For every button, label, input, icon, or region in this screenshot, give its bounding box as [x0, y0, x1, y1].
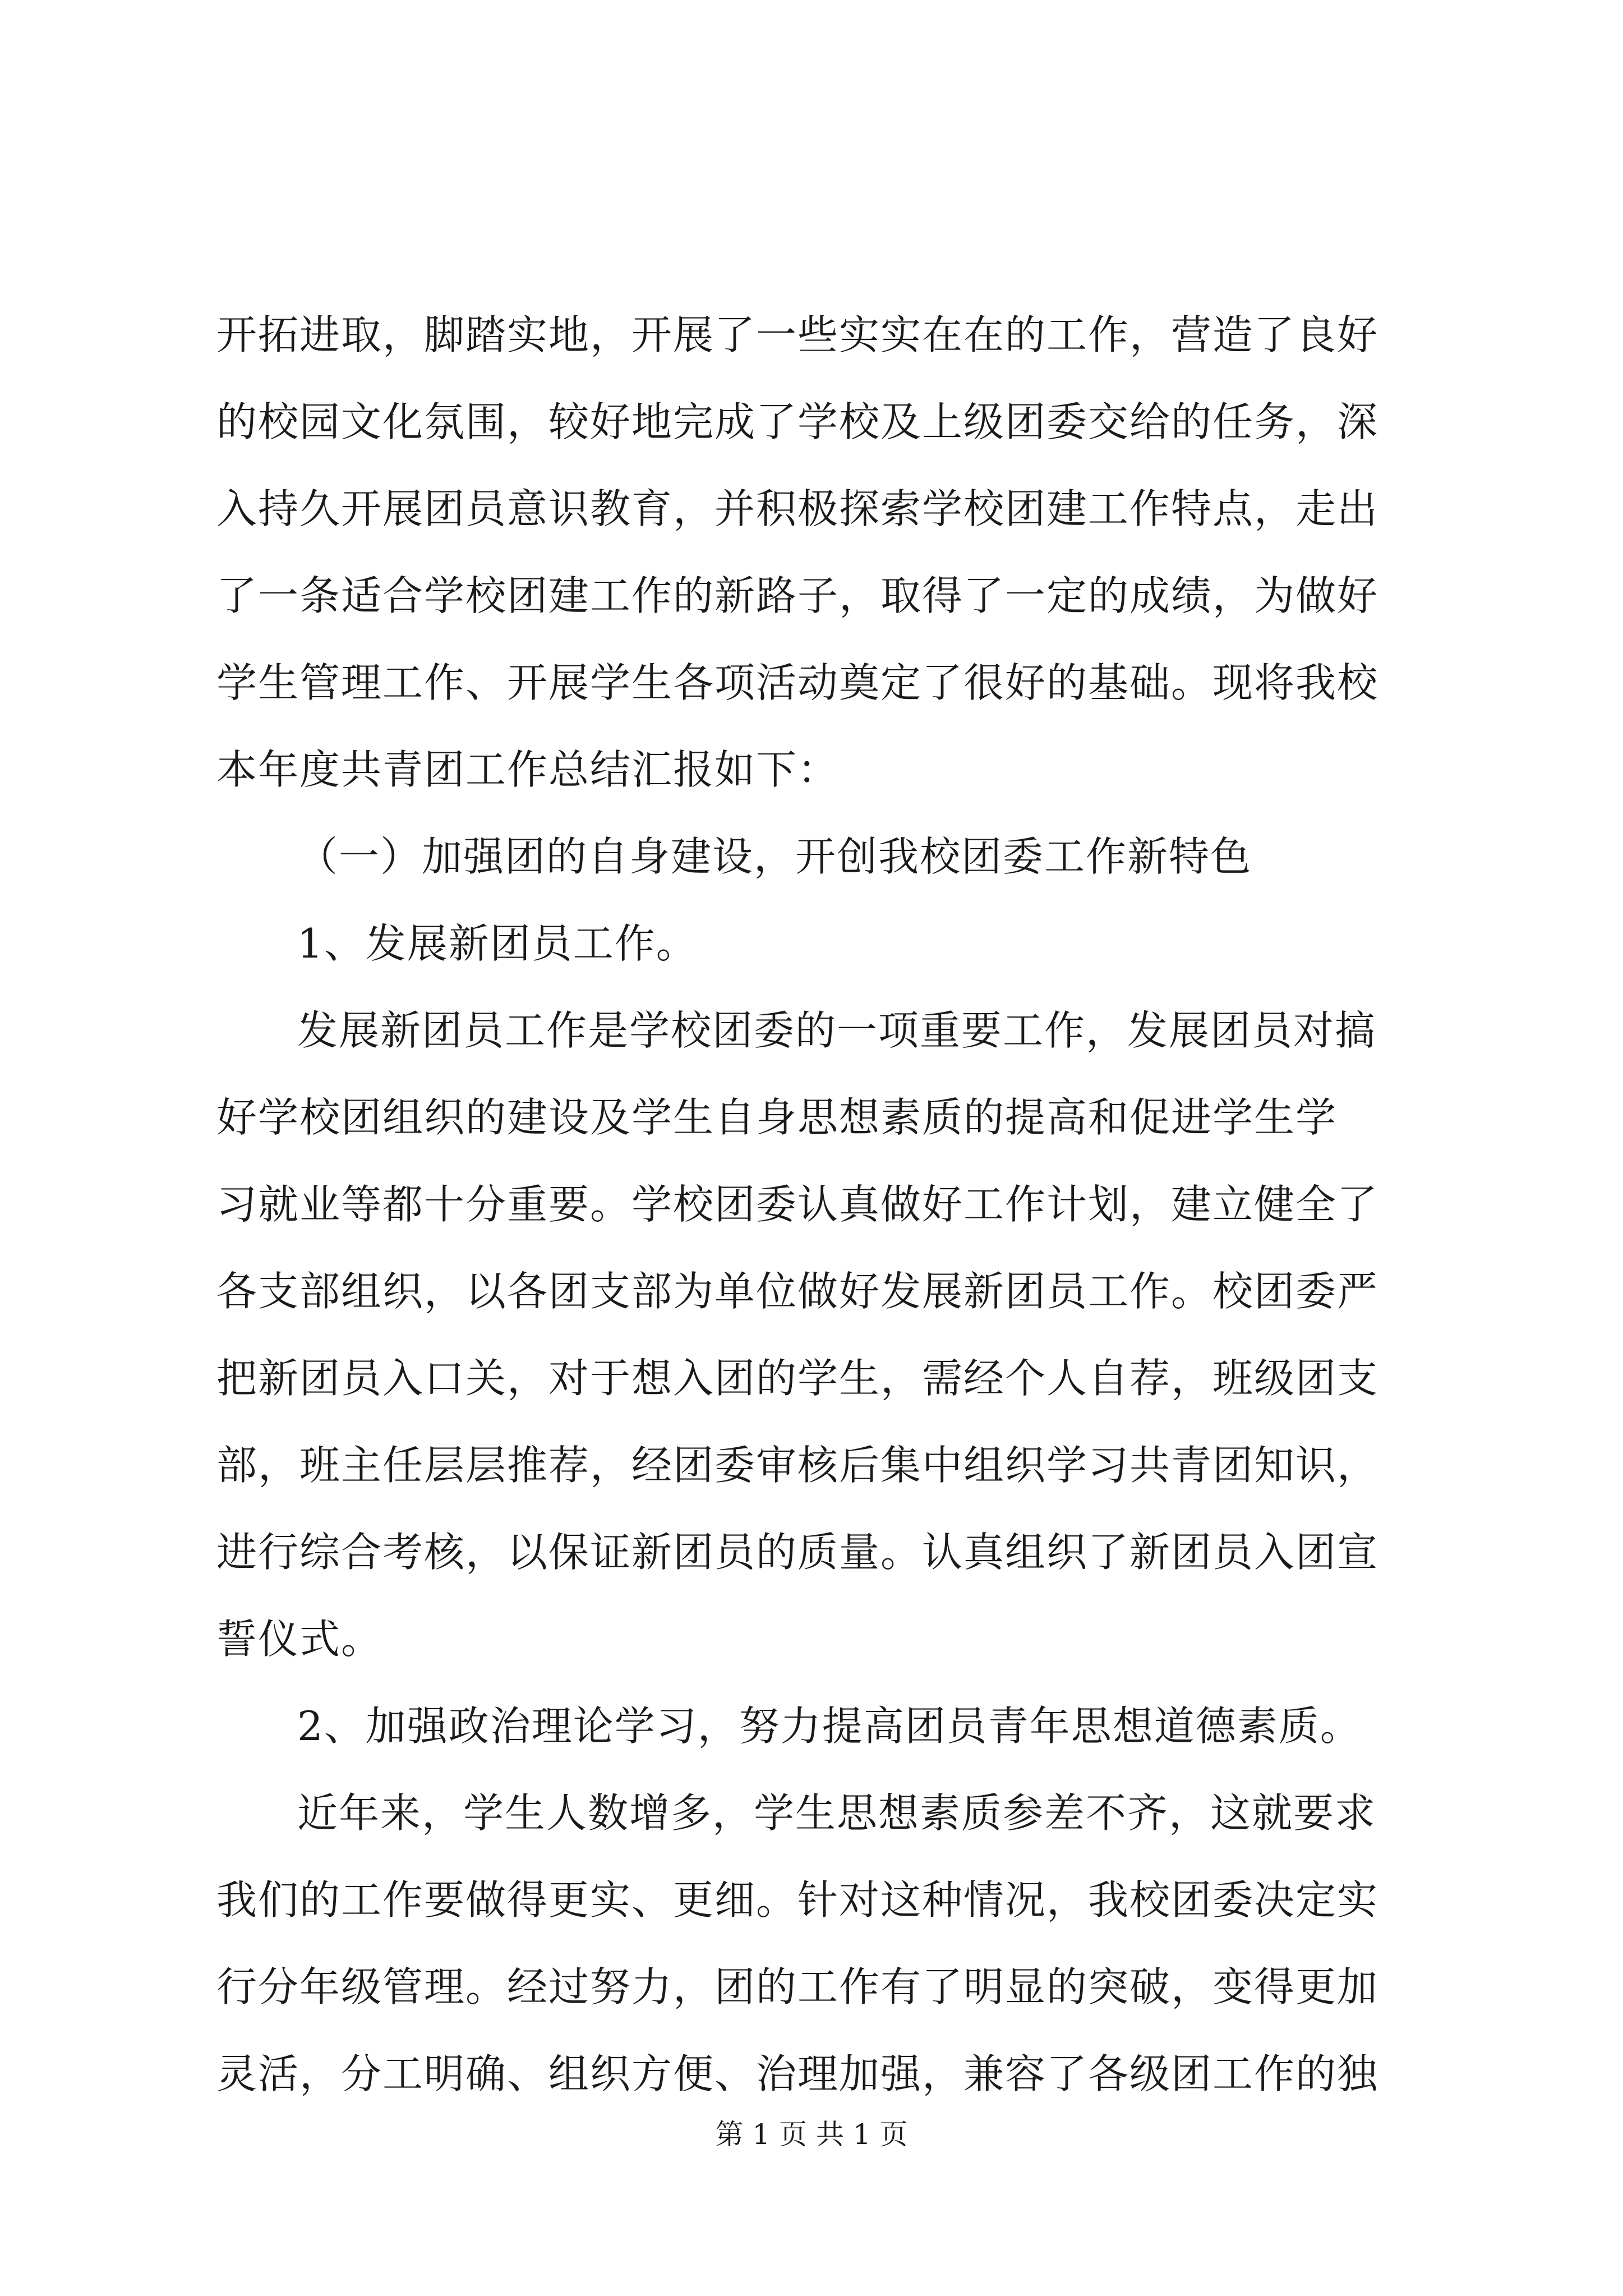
text-line: 了一条适合学校团建工作的新路子，取得了一定的成绩，为做好	[216, 572, 1379, 619]
text-line: 誓仪式。	[216, 1616, 383, 1663]
paragraph-first-line: 近年来，学生人数增多，学生思想素质参差不齐，这就要求	[297, 1789, 1377, 1837]
text-line: 灵活，分工明确、组织方便、治理加强，兼容了各级团工作的独	[216, 2050, 1379, 2097]
document-body	[216, 292, 1417, 2118]
page-footer: 第 1 页 共 1 页	[715, 2118, 908, 2151]
text-line: 学生管理工作、开展学生各项活动奠定了很好的基础。现将我校	[216, 659, 1379, 706]
text-line: 我们的工作要做得更实、更细。针对这种情况，我校团委决定实	[216, 1876, 1379, 1924]
text-line: 行分年级管理。经过努力，团的工作有了明显的突破，变得更加	[216, 1963, 1379, 2010]
subsection-heading: 2、加强政治理论学习，努力提高团员青年思想道德素质。	[297, 1703, 1362, 1750]
text-line: 入持久开展团员意识教育，并积极探索学校团建工作特点，走出	[216, 485, 1379, 532]
text-line: 开拓进取，脚踏实地，开展了一些实实在在的工作，营造了良好	[216, 311, 1379, 358]
section-heading: （一）加强团的自身建设，开创我校团委工作新特色	[297, 833, 1252, 880]
text-line: 好学校团组织的建设及学生自身思想素质的提高和促进学生学	[216, 1094, 1338, 1141]
text-line: 进行综合考核，以保证新团员的质量。认真组织了新团员入团宣	[216, 1529, 1379, 1576]
text-line: 各支部组织，以各团支部为单位做好发展新团员工作。校团委严	[216, 1268, 1379, 1315]
text-line: 习就业等都十分重要。学校团委认真做好工作计划，建立健全了	[216, 1181, 1379, 1228]
subsection-heading: 1、发展新团员工作。	[297, 920, 698, 967]
text-line: 本年度共青团工作总结汇报如下：	[216, 746, 840, 793]
text-line: 把新团员入口关，对于想入团的学生，需经个人自荐，班级团支	[216, 1355, 1379, 1402]
paragraph-first-line: 发展新团员工作是学校团委的一项重要工作，发展团员对搞	[297, 1007, 1377, 1054]
text-line: 部，班主任层层推荐，经团委审核后集中组织学习共青团知识，	[216, 1442, 1379, 1489]
text-line: 的校园文化氛围，较好地完成了学校及上级团委交给的任务，深	[216, 398, 1379, 445]
